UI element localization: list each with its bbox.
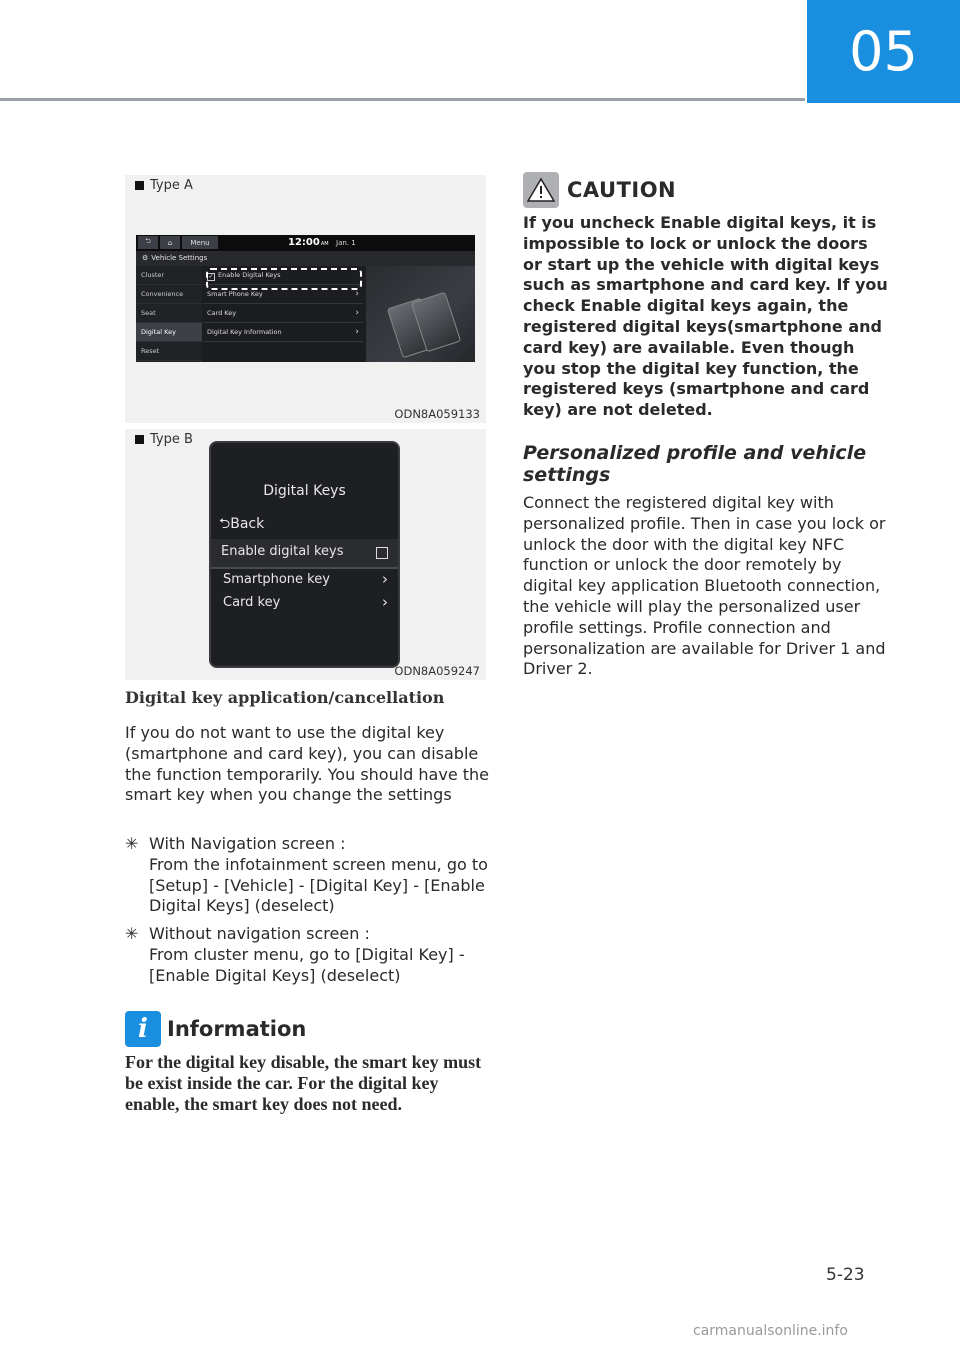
- home-icon[interactable]: ⌂: [160, 236, 180, 249]
- digital-key-information-row[interactable]: [203, 323, 363, 342]
- watermark: carmanualsonline.info: [693, 1323, 848, 1339]
- chevron-right-icon: ›: [355, 289, 359, 299]
- digital-key-information-label: Digital Key Information: [207, 328, 282, 336]
- type-b-text: Type B: [150, 432, 193, 447]
- digital-key-illustration: [366, 266, 475, 362]
- square-bullet-icon: [135, 435, 144, 444]
- figure-type-a: [125, 175, 486, 423]
- infotainment-screen: [136, 235, 475, 362]
- clock-date: Jan. 1: [336, 239, 356, 247]
- figure-type-b-label: [135, 432, 193, 447]
- infotainment-top-bar: [136, 235, 475, 251]
- chevron-right-icon: ›: [382, 570, 388, 588]
- section-heading: Digital key application/cancellation: [125, 688, 445, 707]
- figure-code: ODN8A059133: [394, 407, 480, 421]
- info-icon: i: [125, 1011, 161, 1047]
- digital-keys-title: Digital Keys: [263, 483, 346, 499]
- chevron-right-icon: ›: [355, 327, 359, 337]
- menu-button[interactable]: Menu: [182, 236, 218, 249]
- bullet-no-navigation: [125, 924, 490, 986]
- chapter-number: 05: [849, 20, 918, 83]
- intro-paragraph: If you do not want to use the digital key (smartphone and card key), you can disable the function temporarily. You should have the smart key when you change the settings: [125, 723, 490, 805]
- smartphone-key-item[interactable]: Smartphone key: [223, 572, 330, 587]
- vehicle-settings-title-text: Vehicle Settings: [151, 254, 208, 262]
- checkbox-unchecked-icon[interactable]: [376, 547, 388, 559]
- checkbox-checked-icon[interactable]: ✓: [208, 273, 214, 280]
- information-title: Information: [167, 1017, 307, 1041]
- chevron-right-icon: ›: [355, 308, 359, 318]
- figure-type-b: [125, 429, 486, 680]
- sidebar-item-digital-key[interactable]: Digital Key: [136, 323, 202, 342]
- card-key-label: Card Key: [207, 309, 237, 317]
- card-key-row[interactable]: [203, 304, 363, 323]
- type-a-text: Type A: [150, 178, 193, 193]
- warning-triangle-icon: [523, 172, 559, 208]
- divider: [211, 567, 398, 569]
- asterisk-bullet-icon: ✳: [125, 924, 139, 943]
- cluster-screen: [209, 441, 400, 668]
- subsection-heading: Personalized profile and vehicle settings: [523, 442, 867, 486]
- chevron-right-icon: ›: [382, 593, 388, 611]
- sidebar-item-cluster[interactable]: Cluster: [136, 266, 202, 285]
- clock-ampm: AM: [320, 241, 329, 247]
- clock-time: [288, 235, 329, 252]
- sidebar-item-seat[interactable]: Seat: [136, 304, 202, 323]
- smart-phone-key-label: Smart Phone Key: [207, 290, 263, 298]
- caution-header: [523, 172, 676, 208]
- highlight-dashed-box: [206, 268, 362, 290]
- bullet-detail: From cluster menu, go to [Digital Key] - [Enable Digital Keys] (deselect): [149, 944, 465, 985]
- bullet-title: Without navigation screen :: [149, 924, 370, 943]
- enable-digital-keys-label: Enable Digital Keys: [218, 271, 281, 279]
- bullet-title: With Navigation screen :: [149, 834, 346, 853]
- enable-digital-keys-label: Enable digital keys: [221, 544, 344, 559]
- sidebar-item-convenience[interactable]: Convenience: [136, 285, 202, 304]
- chapter-tab: [807, 0, 960, 103]
- clock-time-value: 12:00: [288, 237, 320, 248]
- bullet-text: [149, 834, 490, 917]
- back-arrow-icon[interactable]: ⮌: [138, 236, 158, 249]
- bullet-text: [149, 924, 490, 986]
- caution-body: If you uncheck Enable digital keys, it is impossible to lock or unlock the doors or start up the vehicle with digital keys such as smartphone and card key. If you check Enable digital keys again, the registered digital keys(smartphone and card key) are available. Even though you stop the digital key function, the registered keys (smartphone and card key) are not deleted.: [523, 213, 888, 420]
- back-button[interactable]: [219, 513, 264, 537]
- settings-sidebar: [136, 266, 202, 362]
- back-label: Back: [230, 516, 265, 532]
- asterisk-bullet-icon: ✳: [125, 834, 139, 853]
- enable-digital-keys-row[interactable]: [211, 539, 398, 567]
- page-number: 5-23: [826, 1265, 865, 1285]
- sidebar-item-reset[interactable]: Reset: [136, 342, 202, 361]
- gear-icon: ⚙: [142, 254, 149, 262]
- figure-code: ODN8A059247: [394, 664, 480, 678]
- bullet-detail: From the infotainment screen menu, go to [Setup] - [Vehicle] - [Digital Key] - [Enable Digital Keys] (deselect): [149, 854, 488, 916]
- vehicle-settings-title: [136, 251, 475, 266]
- card-key-item[interactable]: Card key: [223, 595, 281, 610]
- information-header: [125, 1011, 306, 1047]
- caution-title: CAUTION: [567, 178, 677, 202]
- header-rule: [0, 98, 805, 101]
- profile-paragraph: Connect the registered digital key with personalized profile. Then in case you lock or unlock the door with the digital key NFC function or unlock the door remotely by digital key application Bluetooth connection, the vehicle will play the personalized user profile settings. Profile connection and personalization are available for Driver 1 and Driver 2.: [523, 493, 886, 679]
- bullet-navigation: [125, 834, 490, 917]
- information-body: For the digital key disable, the smart key must be exist inside the car. For the digital key enable, the smart key does not need.: [125, 1052, 482, 1114]
- square-bullet-icon: [135, 181, 144, 190]
- back-arrow-icon: ⮌: [219, 516, 231, 532]
- figure-type-a-label: [135, 178, 193, 193]
